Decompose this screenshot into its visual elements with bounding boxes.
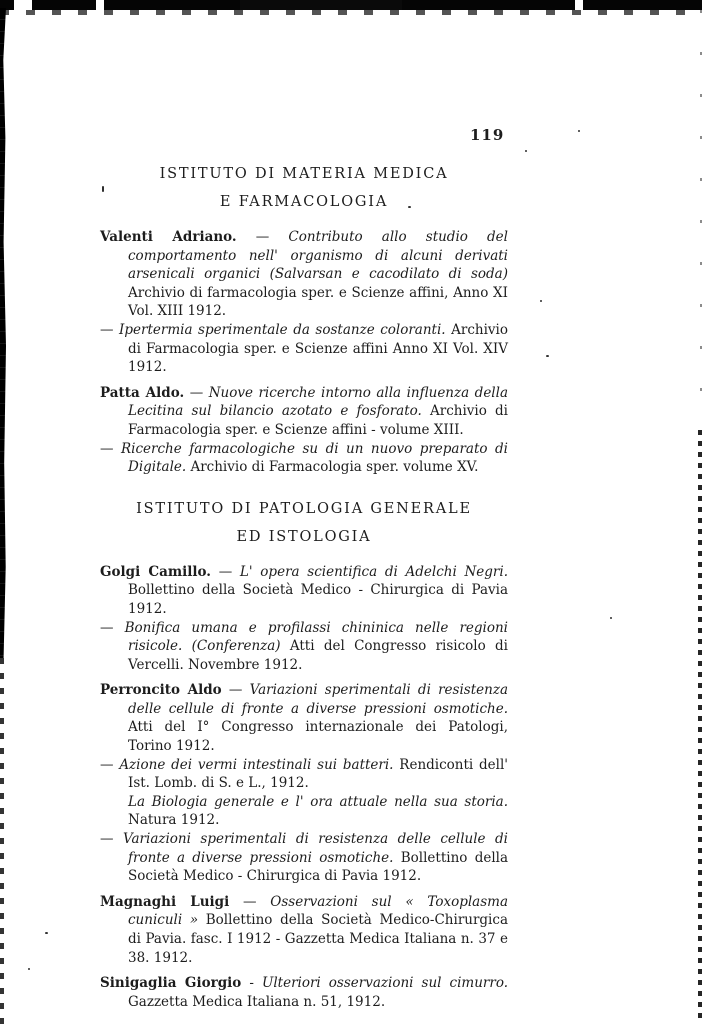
bibliography-entry <box>100 974 508 1011</box>
scan-artifact <box>546 355 549 357</box>
reference-text: — <box>210 563 240 580</box>
reference-text: — <box>221 682 250 699</box>
work-title: Azione dei vermi intestinali sui batteri. <box>119 756 394 773</box>
scan-artifact <box>45 932 48 934</box>
reference-text: Bollettino della Società Medico-Chirurgica di Pavia. fasc. I 1912 - Gazzetta Medica Italiana n. 37 e 38. 1912. <box>128 912 508 966</box>
bibliography-entry <box>100 384 508 440</box>
scan-artifact <box>610 617 612 619</box>
reference-text: Bollettino della Società Medico - Chirurgica di Pavia 1912. <box>128 582 508 617</box>
reference-text: — <box>100 321 120 338</box>
work-title: Ricerche farmacologiche su di un nuovo preparato di Digitale. <box>121 440 508 476</box>
bibliography-entry <box>100 893 508 967</box>
reference-text: Bollettino della Società Medico - Chirurgica di Pavia 1912. <box>128 849 509 885</box>
scan-artifact <box>578 130 580 132</box>
bibliography-entry <box>100 830 508 886</box>
reference-text: Archivio di farmacologia sper. e Scienze affini, Anno XI Vol. XIII 1912. <box>128 284 508 320</box>
bibliography-section <box>100 160 508 477</box>
scan-artifact <box>525 150 527 152</box>
bibliography-entry <box>100 619 508 675</box>
reference-text: Archivio di Farmacologia sper. e Scienze affini Anno XI Vol. XIV 1912. <box>128 321 508 376</box>
reference-text: - <box>241 975 262 992</box>
reference-text: Archivio di Farmacologia sper. e Scienze affini - volume XIII. <box>128 403 508 438</box>
work-title: Osservazioni sul « Toxoplasma cuniculi » <box>128 893 509 929</box>
work-title: Variazioni sperimentali di resistenza delle cellule di fronte a diverse pressioni osmotiche. <box>128 682 508 717</box>
author-name: Magnaghi Luigi <box>100 893 230 910</box>
bibliography-entry <box>100 756 508 793</box>
reference-text: — <box>100 756 120 773</box>
scan-artifact <box>0 10 702 15</box>
bibliography-entry <box>100 681 508 755</box>
work-title: La Biologia generale e l' ora attuale nella sua storia. <box>128 793 508 810</box>
scan-artifact <box>698 430 702 1024</box>
reference-text: — <box>184 384 209 401</box>
section-heading-line: ED ISTOLOGIA <box>236 528 372 545</box>
reference-text: — <box>100 619 125 636</box>
reference-text: — <box>100 831 123 848</box>
bibliography-entry <box>100 228 508 321</box>
bibliography-entry <box>100 440 508 477</box>
reference-text: Atti del I° Congresso internazionale dei Patologi, Torino 1912. <box>128 719 508 755</box>
bibliography-entry <box>100 793 508 830</box>
work-title: Nuove ricerche intorno alla influenza della Lecitina sul bilancio azotato e fosforato. <box>128 384 508 420</box>
scan-artifact <box>0 658 4 1024</box>
reference-text: Atti del Congresso risicolo di Vercelli. Novembre 1912. <box>128 638 508 673</box>
bibliography-entry <box>100 321 508 377</box>
scan-artifact <box>0 8 6 658</box>
bibliography-section <box>100 495 508 1012</box>
author-name: Patta Aldo. <box>100 384 185 401</box>
bibliography-entry <box>100 563 508 619</box>
author-name: Sinigaglia Giorgio <box>100 975 242 992</box>
section-heading <box>100 160 508 216</box>
reference-text: — <box>100 440 122 457</box>
work-title: Variazioni sperimentali di resistenza delle cellule di fronte a diverse pressioni osmotiche. <box>122 831 508 866</box>
section-heading-line: ISTITUTO DI MATERIA MEDICA <box>159 166 449 182</box>
document-body <box>100 160 508 1011</box>
scan-artifact <box>28 968 30 970</box>
work-title: Bonifica umana e profilassi chininica nelle regioni risicole. (Conferenza) <box>124 619 508 655</box>
work-title: Contributo allo studio del comportamento nell' organismo di alcuni derivati arsenicali organici (Salvarsan e cacodilato di soda) <box>128 229 508 283</box>
section-heading-line: E FARMACOLOGIA <box>219 194 389 210</box>
section-heading-line: ISTITUTO DI PATOLOGIA GENERALE <box>136 500 472 517</box>
reference-text: — <box>229 893 271 910</box>
work-title: L' opera scientifica di Adelchi Negri. <box>239 563 508 580</box>
reference-text: Gazzetta Medica Italiana n. 51, 1912. <box>128 993 386 1010</box>
author-name: Valenti Adriano. <box>100 229 237 245</box>
author-name: Perroncito Aldo <box>100 682 222 699</box>
page-number: 119 <box>470 126 505 144</box>
author-name: Golgi Camillo. <box>100 563 211 580</box>
reference-text: — <box>236 229 289 245</box>
work-title: Ipertermia sperimentale da sostanze coloranti. <box>119 321 446 338</box>
work-title: Ulteriori osservazioni sul cimurro. <box>261 975 509 992</box>
scan-artifact <box>540 300 542 302</box>
reference-text: Archivio di Farmacologia sper. volume XV. <box>186 459 479 476</box>
section-heading <box>100 495 508 551</box>
reference-text: Rendiconti dell' Ist. Lomb. di S. e L., 1912. <box>128 756 509 792</box>
scan-artifact <box>0 0 702 10</box>
reference-text: Natura 1912. <box>128 812 220 829</box>
